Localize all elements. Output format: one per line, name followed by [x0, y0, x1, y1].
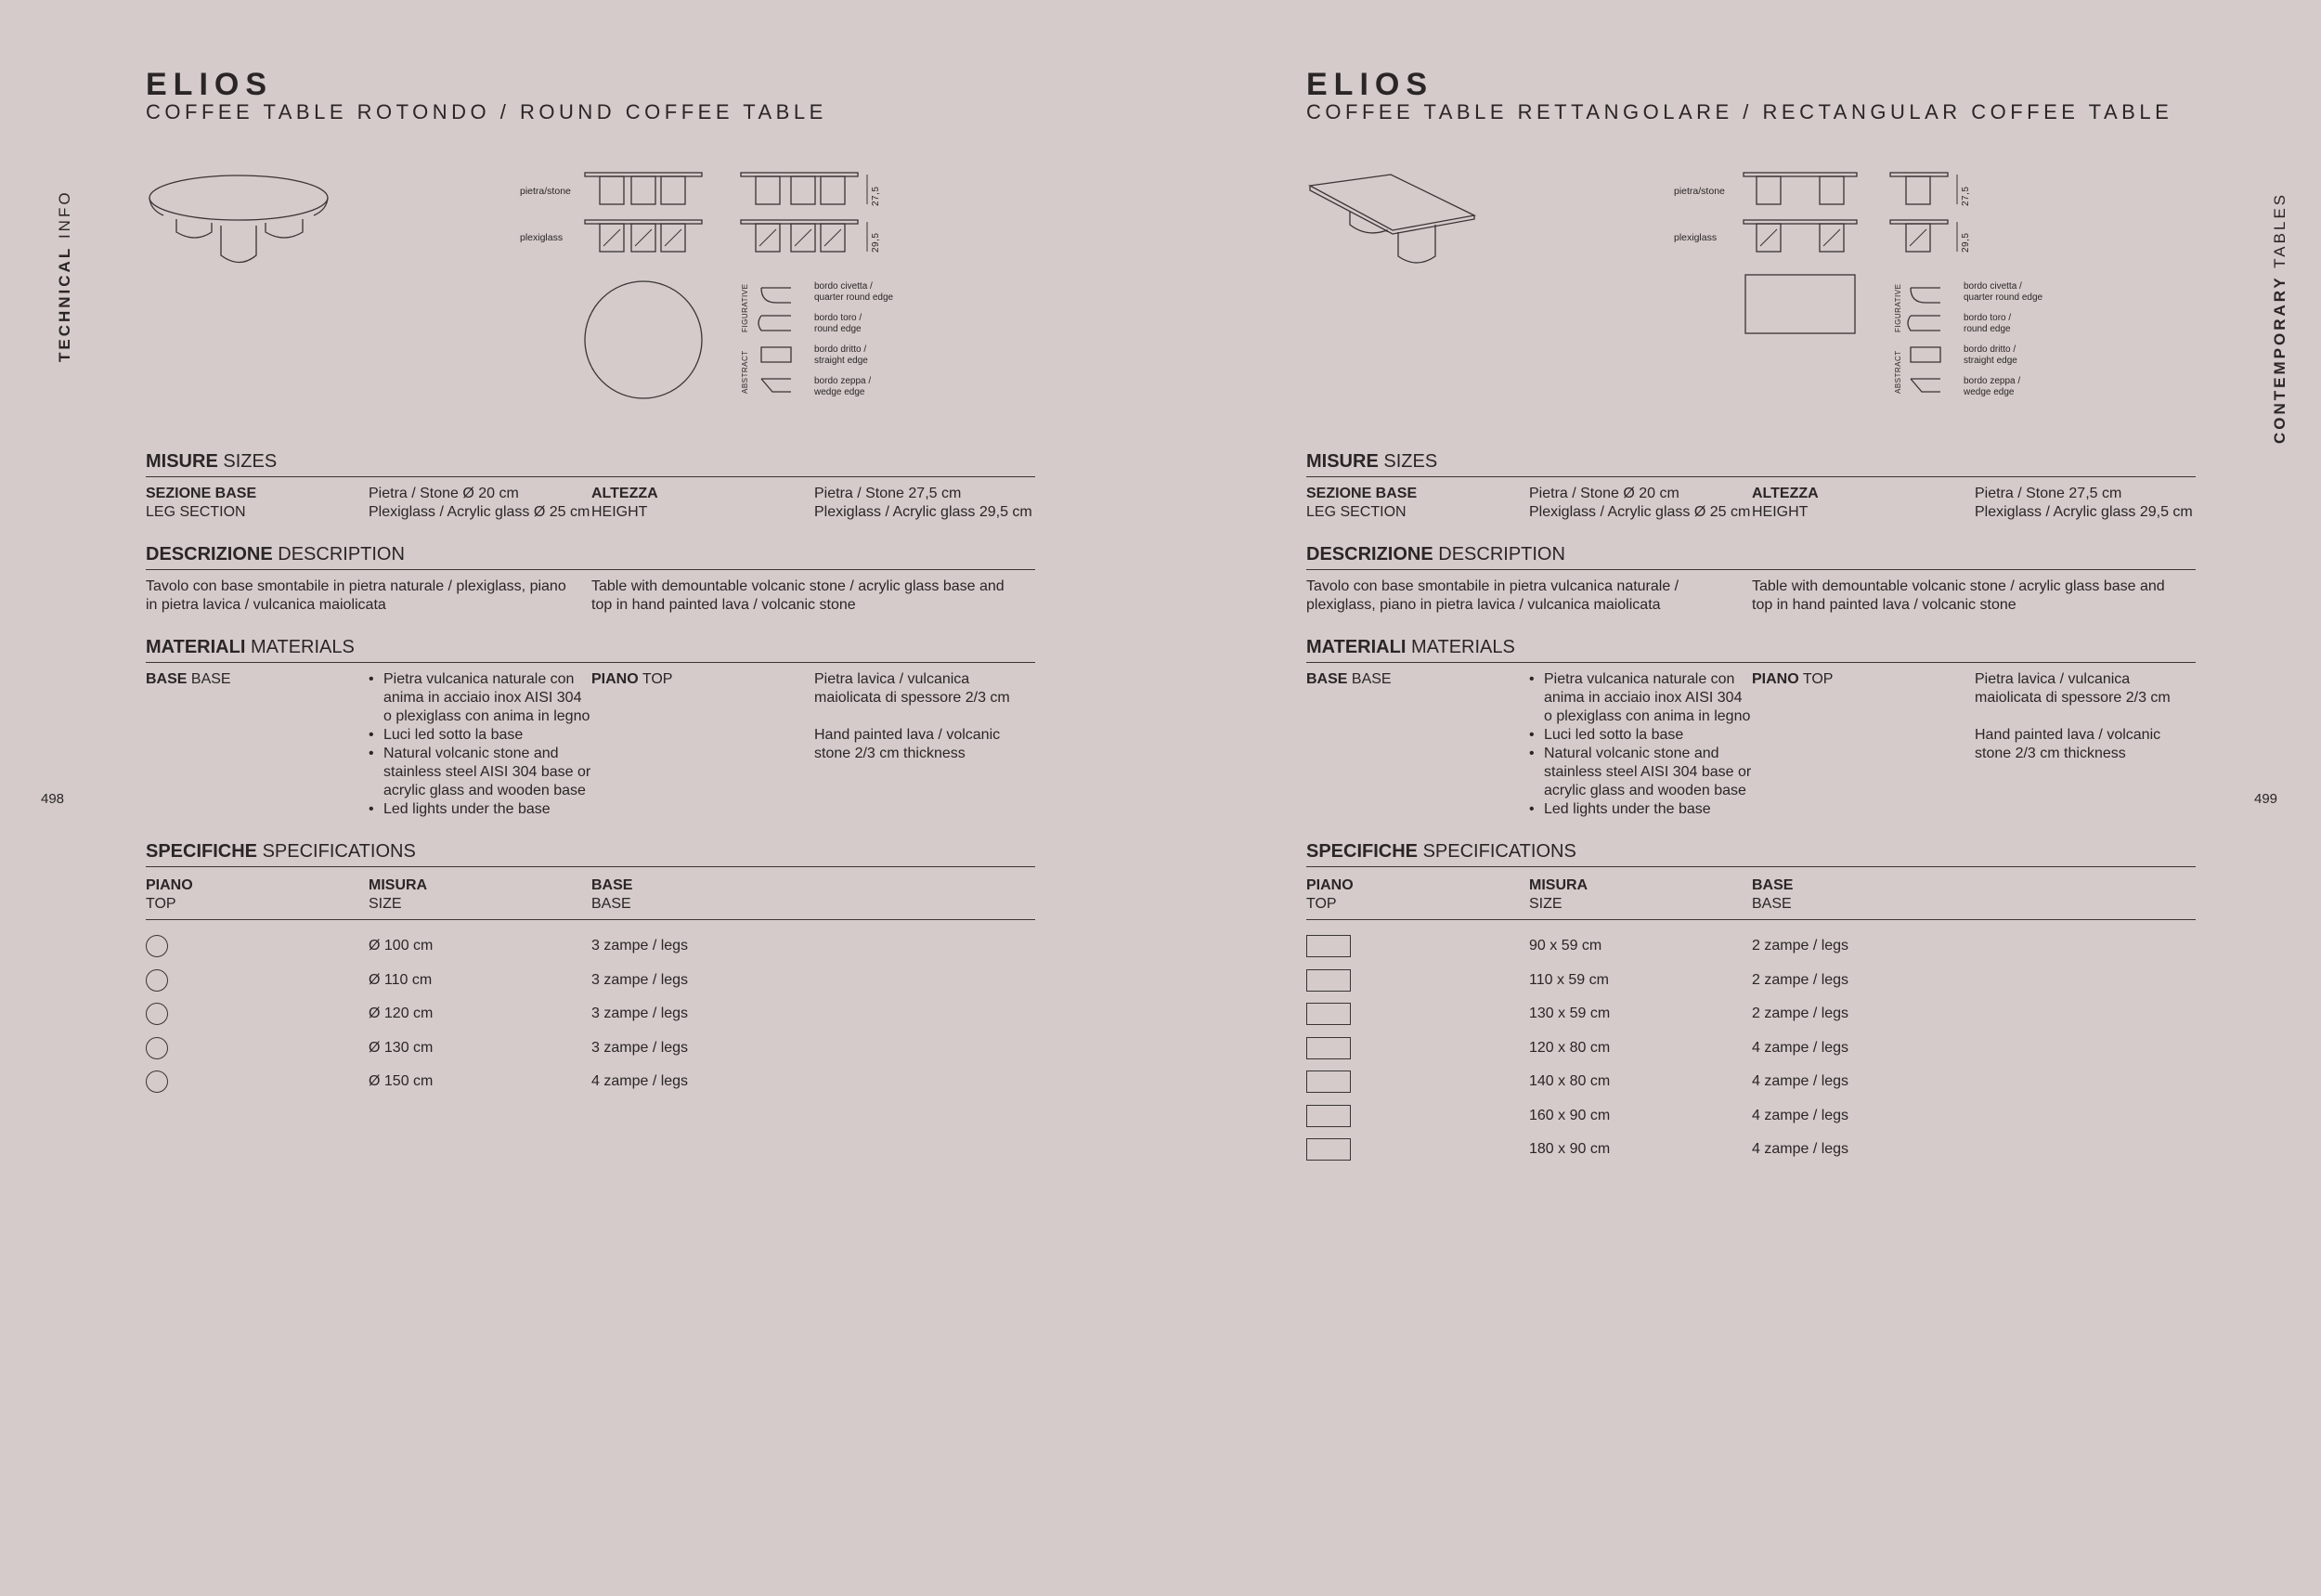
table-row: 120 x 80 cm 4 zampe / legs	[1306, 1032, 2196, 1066]
right-page	[1160, 0, 2321, 1596]
table-row: Ø 130 cm 3 zampe / legs	[146, 1032, 1035, 1066]
edge-label: bordo civetta / quarter round edge	[1964, 281, 2043, 303]
product-title: ELIOS	[1306, 67, 1434, 102]
spec-content	[1306, 451, 2196, 1167]
specifications-rows	[146, 920, 1035, 1099]
description-row: Tavolo con base smontabile in pietra vulcanica naturale / plexiglass, piano in pietra lavica / vulcanica maiolicata Table with demountable volcanic stone / acrylic glass base and top in hand painted lava / volcanic stone	[1306, 578, 2165, 613]
technical-drawings	[0, 0, 1160, 427]
technical-drawings	[1160, 0, 2321, 427]
rectangular-top-icon	[1306, 1138, 1351, 1161]
edge-label: bordo zeppa / wedge edge	[814, 376, 872, 397]
table-row: 180 x 90 cm 4 zampe / legs	[1306, 1133, 2196, 1167]
table-row: Ø 120 cm 3 zampe / legs	[146, 997, 1035, 1032]
round-table-drawing	[0, 0, 1160, 427]
height-stone-label: 27,5	[1961, 186, 1971, 206]
table-row: 130 x 59 cm 2 zampe / legs	[1306, 997, 2196, 1032]
section-side-label: CONTEMPORARY TABLES	[2271, 191, 2289, 444]
height-plexi-label: 29,5	[1961, 232, 1971, 253]
round-top-icon	[146, 1070, 168, 1093]
spec-content	[146, 451, 1035, 1099]
plexiglass-label: plexiglass	[1674, 232, 1718, 243]
edge-label: bordo zeppa / wedge edge	[1964, 376, 2021, 397]
figurative-label: FIGURATIVE	[741, 283, 749, 332]
table-row: Ø 100 cm 3 zampe / legs	[146, 929, 1035, 964]
rectangular-top-icon	[1306, 1037, 1351, 1059]
materials-row: BASE BASE • Pietra vulcanica naturale con anima in acciaio inox AISI 304 o plexiglass con anima in legno • Luci led sotto la base • Natural volcanic stone and stainless steel AISI 304 base or acrylic glass and wooden base • Led lights under the base PIANO TOP Pietra lavica / vulcanica maiolicata di spessore 2/3 cm Hand painted lava / volcanic stone 2/3 cm thickness	[1306, 670, 2196, 819]
rectangular-top-icon	[1306, 1070, 1351, 1093]
abstract-label: ABSTRACT	[1894, 350, 1902, 394]
table-row: Ø 110 cm 3 zampe / legs	[146, 964, 1035, 998]
edge-label: bordo dritto / straight edge	[1964, 344, 2017, 366]
sizes-row: SEZIONE BASE LEG SECTION Pietra / Stone Ø 20 cm Plexiglass / Acrylic glass Ø 25 cm ALTEZZA HEIGHT Pietra / Stone 27,5 cm Plexiglass / Acrylic glass 29,5 cm	[1306, 486, 2193, 520]
sizes-heading: MISURE SIZES	[146, 451, 1035, 477]
left-page	[0, 0, 1160, 1596]
stone-label: pietra/stone	[520, 186, 571, 197]
materials-heading: MATERIALI MATERIALS	[146, 637, 1035, 663]
specifications-rows	[1306, 920, 2196, 1167]
section-side-label: TECHNICAL INFO	[56, 189, 73, 362]
round-top-icon	[146, 1037, 168, 1059]
specifications-heading: SPECIFICHE SPECIFICATIONS	[146, 841, 1035, 867]
abstract-label: ABSTRACT	[741, 350, 749, 394]
materials-heading: MATERIALI MATERIALS	[1306, 637, 2196, 663]
rectangular-table-drawing	[1160, 0, 2321, 427]
specifications-header: PIANO TOP MISURA SIZE BASE BASE	[1306, 876, 2196, 920]
round-top-icon	[146, 1003, 168, 1025]
table-row: 160 x 90 cm 4 zampe / legs	[1306, 1099, 2196, 1134]
height-plexi-label: 29,5	[871, 232, 881, 253]
description-heading: DESCRIZIONE DESCRIPTION	[1306, 544, 2196, 570]
description-heading: DESCRIZIONE DESCRIPTION	[146, 544, 1035, 570]
rectangular-top-icon	[1306, 935, 1351, 957]
round-top-icon	[146, 969, 168, 992]
product-title: ELIOS	[146, 67, 274, 102]
edge-label: bordo civetta / quarter round edge	[814, 281, 894, 303]
table-row: 90 x 59 cm 2 zampe / legs	[1306, 929, 2196, 964]
sizes-row: SEZIONE BASE LEG SECTION Pietra / Stone Ø 20 cm Plexiglass / Acrylic glass Ø 25 cm ALTEZZA HEIGHT Pietra / Stone 27,5 cm Plexiglass / Acrylic glass 29,5 cm	[146, 486, 1032, 520]
edge-label: bordo dritto / straight edge	[814, 344, 868, 366]
specifications-heading: SPECIFICHE SPECIFICATIONS	[1306, 841, 2196, 867]
table-row: 140 x 80 cm 4 zampe / legs	[1306, 1065, 2196, 1099]
rectangular-top-icon	[1306, 1105, 1351, 1127]
round-top-icon	[146, 935, 168, 957]
product-subtitle: COFFEE TABLE ROTONDO / ROUND COFFEE TABLE	[146, 100, 827, 123]
rectangular-top-icon	[1306, 969, 1351, 992]
edge-label: bordo toro / round edge	[1964, 313, 2012, 334]
plexiglass-label: plexiglass	[520, 232, 564, 243]
rectangular-top-icon	[1306, 1003, 1351, 1025]
height-stone-label: 27,5	[871, 186, 881, 206]
stone-label: pietra/stone	[1674, 186, 1725, 197]
table-row: Ø 150 cm 4 zampe / legs	[146, 1065, 1035, 1099]
figurative-label: FIGURATIVE	[1894, 283, 1902, 332]
table-row: 110 x 59 cm 2 zampe / legs	[1306, 964, 2196, 998]
edge-label: bordo toro / round edge	[814, 313, 862, 334]
product-subtitle: COFFEE TABLE RETTANGOLARE / RECTANGULAR COFFEE TABLE	[1306, 100, 2173, 123]
sizes-heading: MISURE SIZES	[1306, 451, 2196, 477]
specifications-header: PIANO TOP MISURA SIZE BASE BASE	[146, 876, 1035, 920]
description-row: Tavolo con base smontabile in pietra naturale / plexiglass, piano in pietra lavica / vulcanica maiolicata Table with demountable volcanic stone / acrylic glass base and top in hand painted lava / volcanic stone	[146, 578, 1005, 613]
materials-row: BASE BASE • Pietra vulcanica naturale con anima in acciaio inox AISI 304 o plexiglass con anima in legno • Luci led sotto la base • Natural volcanic stone and stainless steel AISI 304 base or acrylic glass and wooden base • Led lights under the base PIANO TOP Pietra lavica / vulcanica maiolicata di spessore 2/3 cm Hand painted lava / volcanic stone 2/3 cm thickness	[146, 670, 1035, 819]
page-number: 499	[2254, 791, 2278, 807]
page-number: 498	[41, 791, 65, 807]
